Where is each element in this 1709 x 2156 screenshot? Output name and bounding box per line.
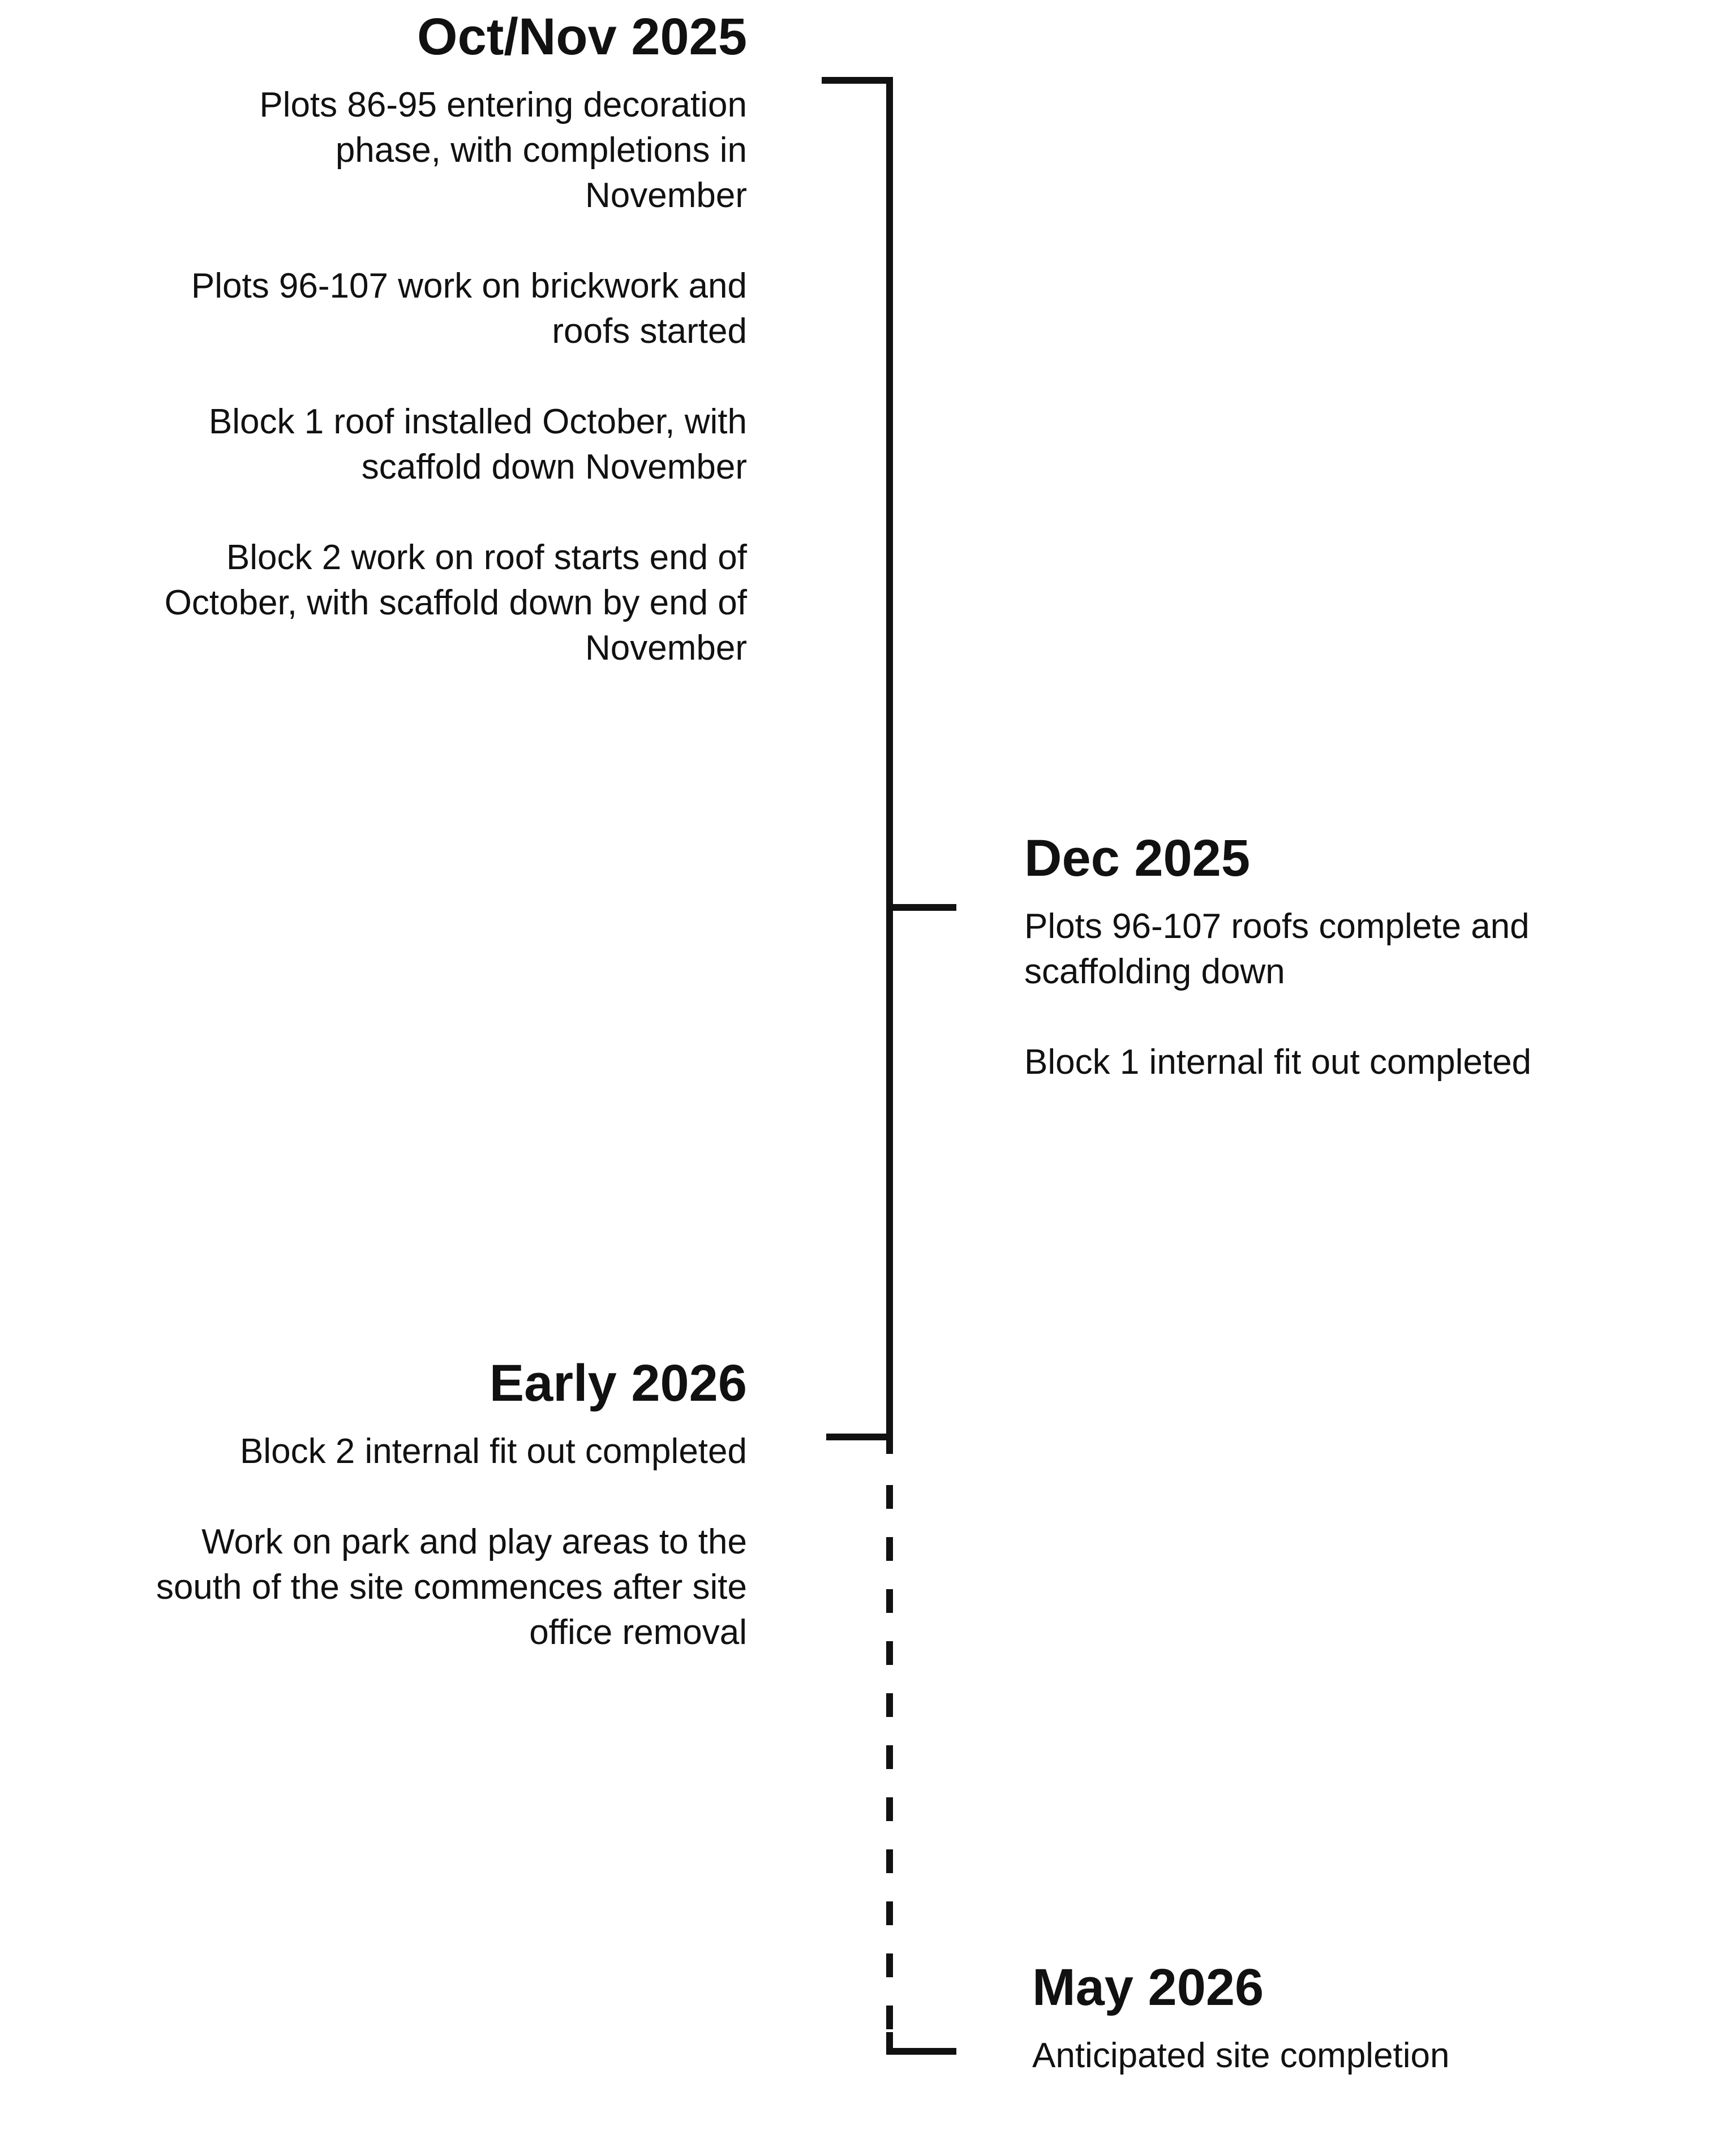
milestone-note: Plots 96-107 work on brickwork and roofs started: [191, 266, 747, 351]
milestone-may-2026: [1032, 1956, 1666, 2124]
milestone-note: Plots 96-107 roofs complete and scaffolding down: [1024, 907, 1530, 991]
milestone-note: Block 2 internal fit out completed: [239, 1432, 747, 1471]
milestone-note: Work on park and play areas to the south of the site commences after site office removal: [156, 1522, 747, 1652]
milestone-note: Block 1 roof installed October, with scaffold down November: [208, 402, 747, 487]
milestone-heading: Dec 2025: [1024, 829, 1250, 887]
milestone-heading: May 2026: [1032, 1959, 1264, 2016]
milestone-heading: Oct/Nov 2025: [417, 8, 747, 66]
milestone-note: Plots 86-95 entering decoration phase, with completions in November: [259, 85, 747, 215]
milestone-note: Block 2 work on roof starts end of October, with scaffold down by end of November: [164, 538, 747, 668]
milestone-early-2026: [68, 1352, 747, 1701]
milestone-note: Anticipated site completion: [1032, 2036, 1450, 2075]
milestone-oct-nov-2025: [68, 6, 747, 716]
milestone-dec-2025: [1024, 827, 1658, 1130]
milestone-note: Block 1 internal fit out completed: [1024, 1043, 1532, 1082]
milestone-heading: Early 2026: [489, 1354, 747, 1412]
